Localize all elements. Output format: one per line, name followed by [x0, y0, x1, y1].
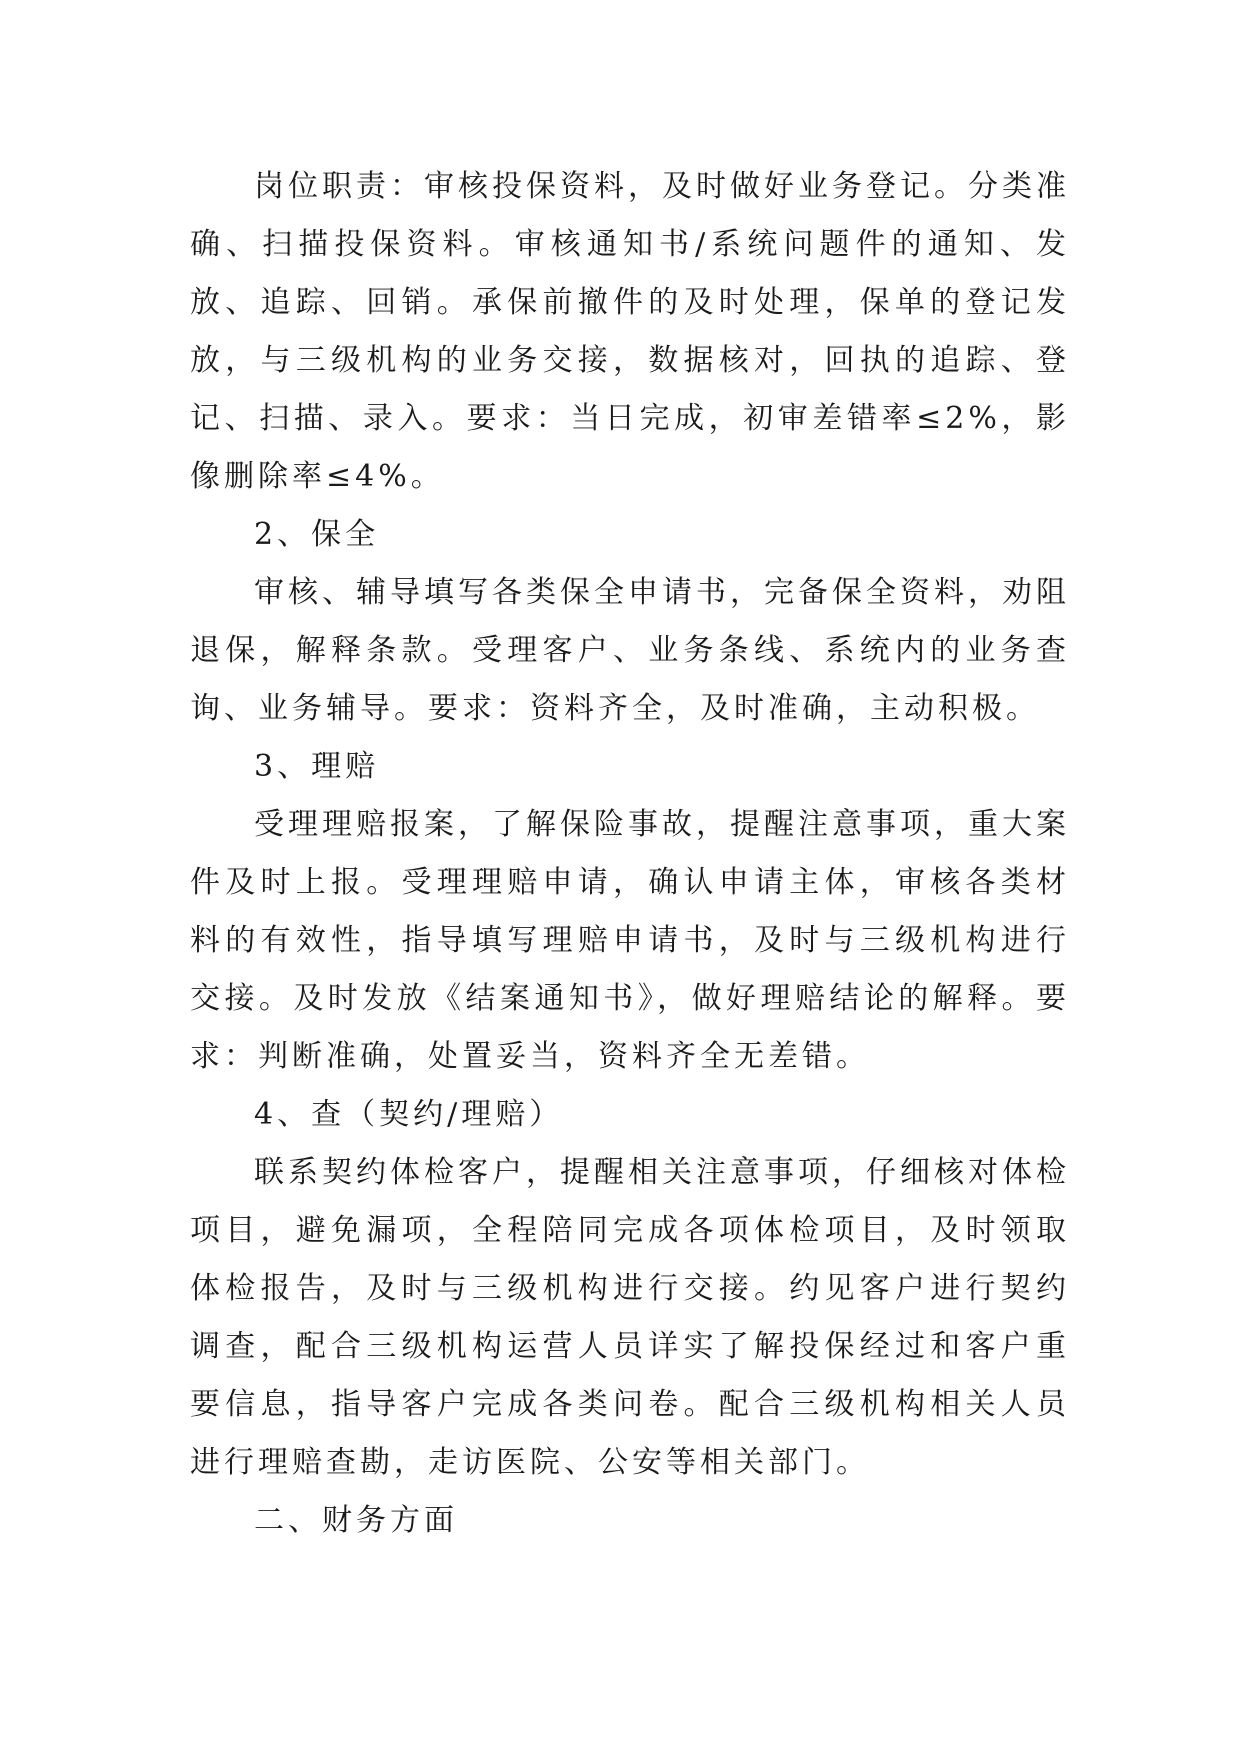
paragraph-preservation: 审核、辅导填写各类保全申请书，完备保全资料，劝阻退保，解释条款。受理客户、业务条线、系统内的业务查询、业务辅导。要求：资料齐全，及时准确，主动积极。: [190, 575, 1070, 726]
document-body: [190, 158, 1070, 1550]
paragraph-investigation: 联系契约体检客户，提醒相关注意事项，仔细核对体检项目，避免漏项，全程陪同完成各项体检项目，及时领取体检报告，及时与三级机构进行交接。约见客户进行契约调查，配合三级机构运营人员详实了解投保经过和客户重要信息，指导客户完成各类问卷。配合三级机构相关人员进行理赔查勘，走访医院、公安等相关部门。: [190, 1155, 1070, 1480]
heading-finance: 二、财务方面: [254, 1503, 458, 1538]
heading-investigation: 4、查（契约/理赔）: [254, 1097, 564, 1132]
paragraph-claims: 受理理赔报案，了解保险事故，提醒注意事项，重大案件及时上报。受理理赔申请，确认申请主体，审核各类材料的有效性，指导填写理赔申请书，及时与三级机构进行交接。及时发放《结案通知书》，做好理赔结论的解释。要求：判断准确，处置妥当，资料齐全无差错。: [190, 807, 1070, 1074]
heading-preservation: 2、保全: [254, 517, 380, 552]
paragraph-underwriting-duties: 岗位职责：审核投保资料，及时做好业务登记。分类准确、扫描投保资料。审核通知书/系统问题件的通知、发放、追踪、回销。承保前撤件的及时处理，保单的登记发放，与三级机构的业务交接，数据核对，回执的追踪、登记、扫描、录入。要求：当日完成，初审差错率≤2%，影像删除率≤4%。: [190, 169, 1070, 494]
heading-claims: 3、理赔: [254, 749, 380, 784]
